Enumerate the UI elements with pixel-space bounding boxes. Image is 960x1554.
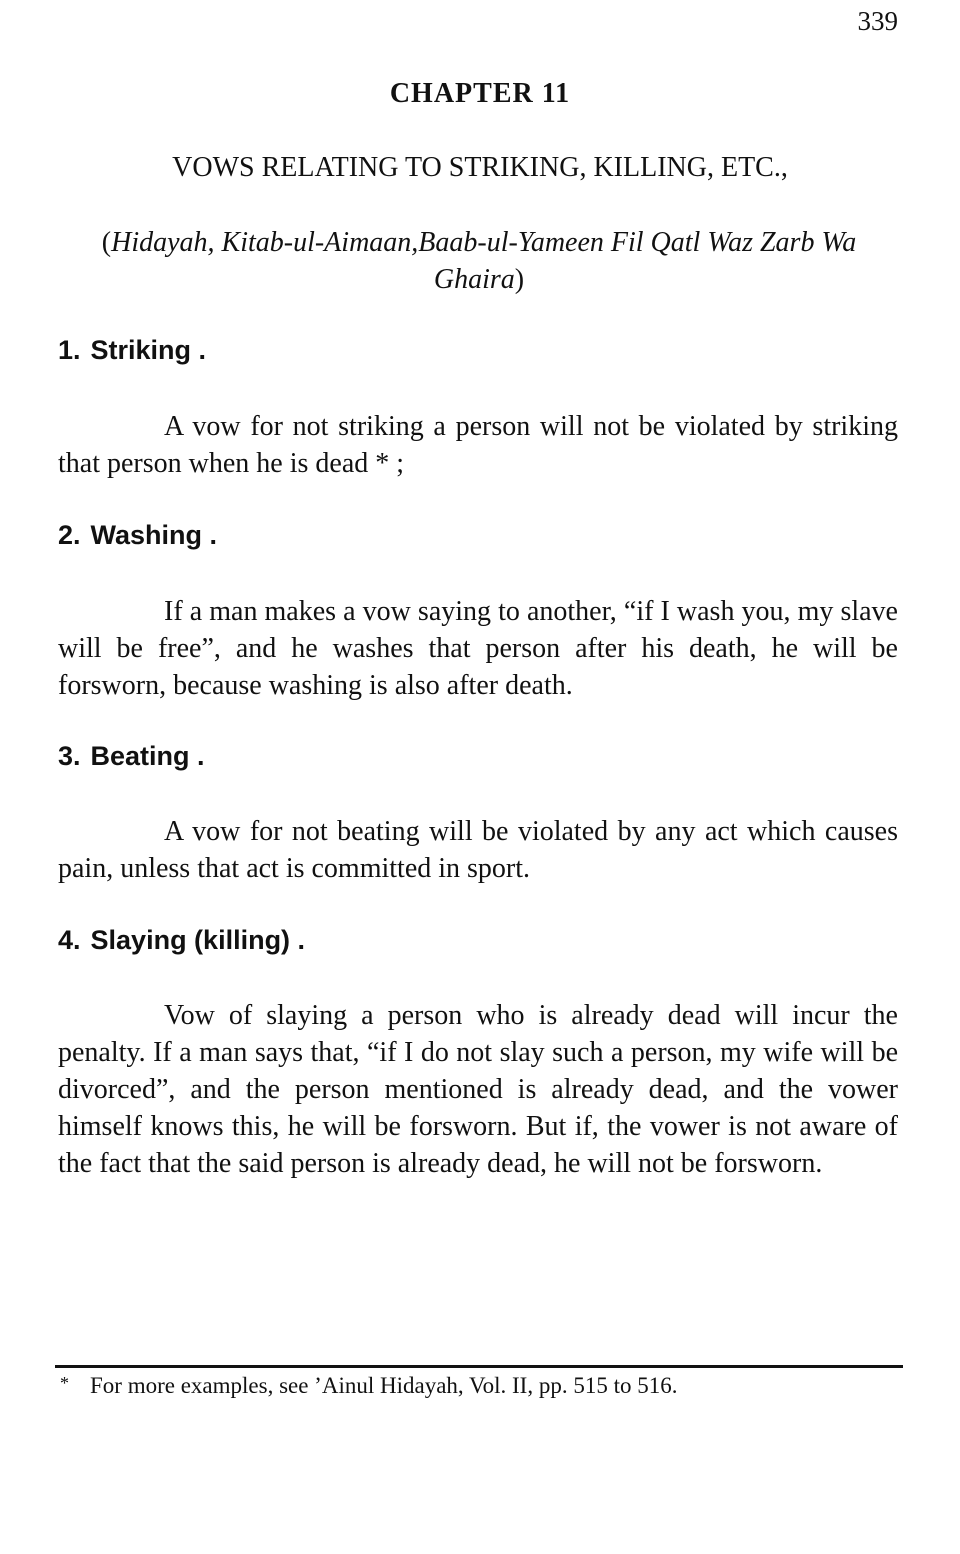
section-heading-washing	[58, 520, 217, 551]
section-heading-beating	[58, 741, 205, 772]
footnote	[60, 1373, 900, 1399]
footnote-divider	[55, 1365, 903, 1368]
footnote-marker: *	[60, 1373, 69, 1393]
footnote-text: For more examples, see ’Ainul Hidayah, Vol. II, pp. 515 to 516.	[90, 1373, 678, 1398]
section-body-beating: A vow for not beating will be violated by any act which causes pain, unless that act is committed in sport.	[58, 816, 898, 884]
chapter-source	[60, 224, 898, 298]
source-close-paren: )	[514, 264, 525, 295]
chapter-title: CHAPTER 11	[389, 78, 571, 109]
section-body-washing: If a man makes a vow saying to another, “if I wash you, my slave will be free”, and he washes that person after his death, he will be forsworn, because washing is also after death.	[58, 596, 898, 701]
section-body-striking: A vow for not striking a person will not be violated by striking that person when he is dead * ;	[58, 411, 898, 479]
section-number: 4.	[58, 925, 81, 955]
chapter-subtitle: VOWS RELATING TO STRIKING, KILLING, ETC.,	[172, 152, 788, 183]
section-number: 3.	[58, 741, 81, 771]
section-number: 1.	[58, 335, 81, 365]
section-title: Striking .	[90, 335, 207, 365]
section-heading-slaying	[58, 925, 305, 956]
section-title: Washing .	[90, 520, 218, 550]
section-body-slaying: Vow of slaying a person who is already dead will incur the penalty. If a man says that, “if I do not slay such a person, my wife will be divorced”, and the person mentioned is already dead, and the vower himself knows this, he will be forsworn. But if, the vower is not aware of the fact that the said person is already dead, he will not be forsworn.	[58, 1000, 898, 1179]
page-number: 339	[857, 6, 898, 36]
section-number: 2.	[58, 520, 81, 550]
source-reference: Hidayah, Kitab-ul-Aimaan,Baab-ul-Yameen Fil Qatl Waz Zarb Wa Ghaira	[111, 227, 857, 295]
source-open-paren: (	[101, 227, 112, 258]
section-title: Slaying (killing) .	[90, 925, 306, 955]
section-title: Beating .	[90, 741, 205, 771]
section-heading-striking	[58, 335, 206, 366]
